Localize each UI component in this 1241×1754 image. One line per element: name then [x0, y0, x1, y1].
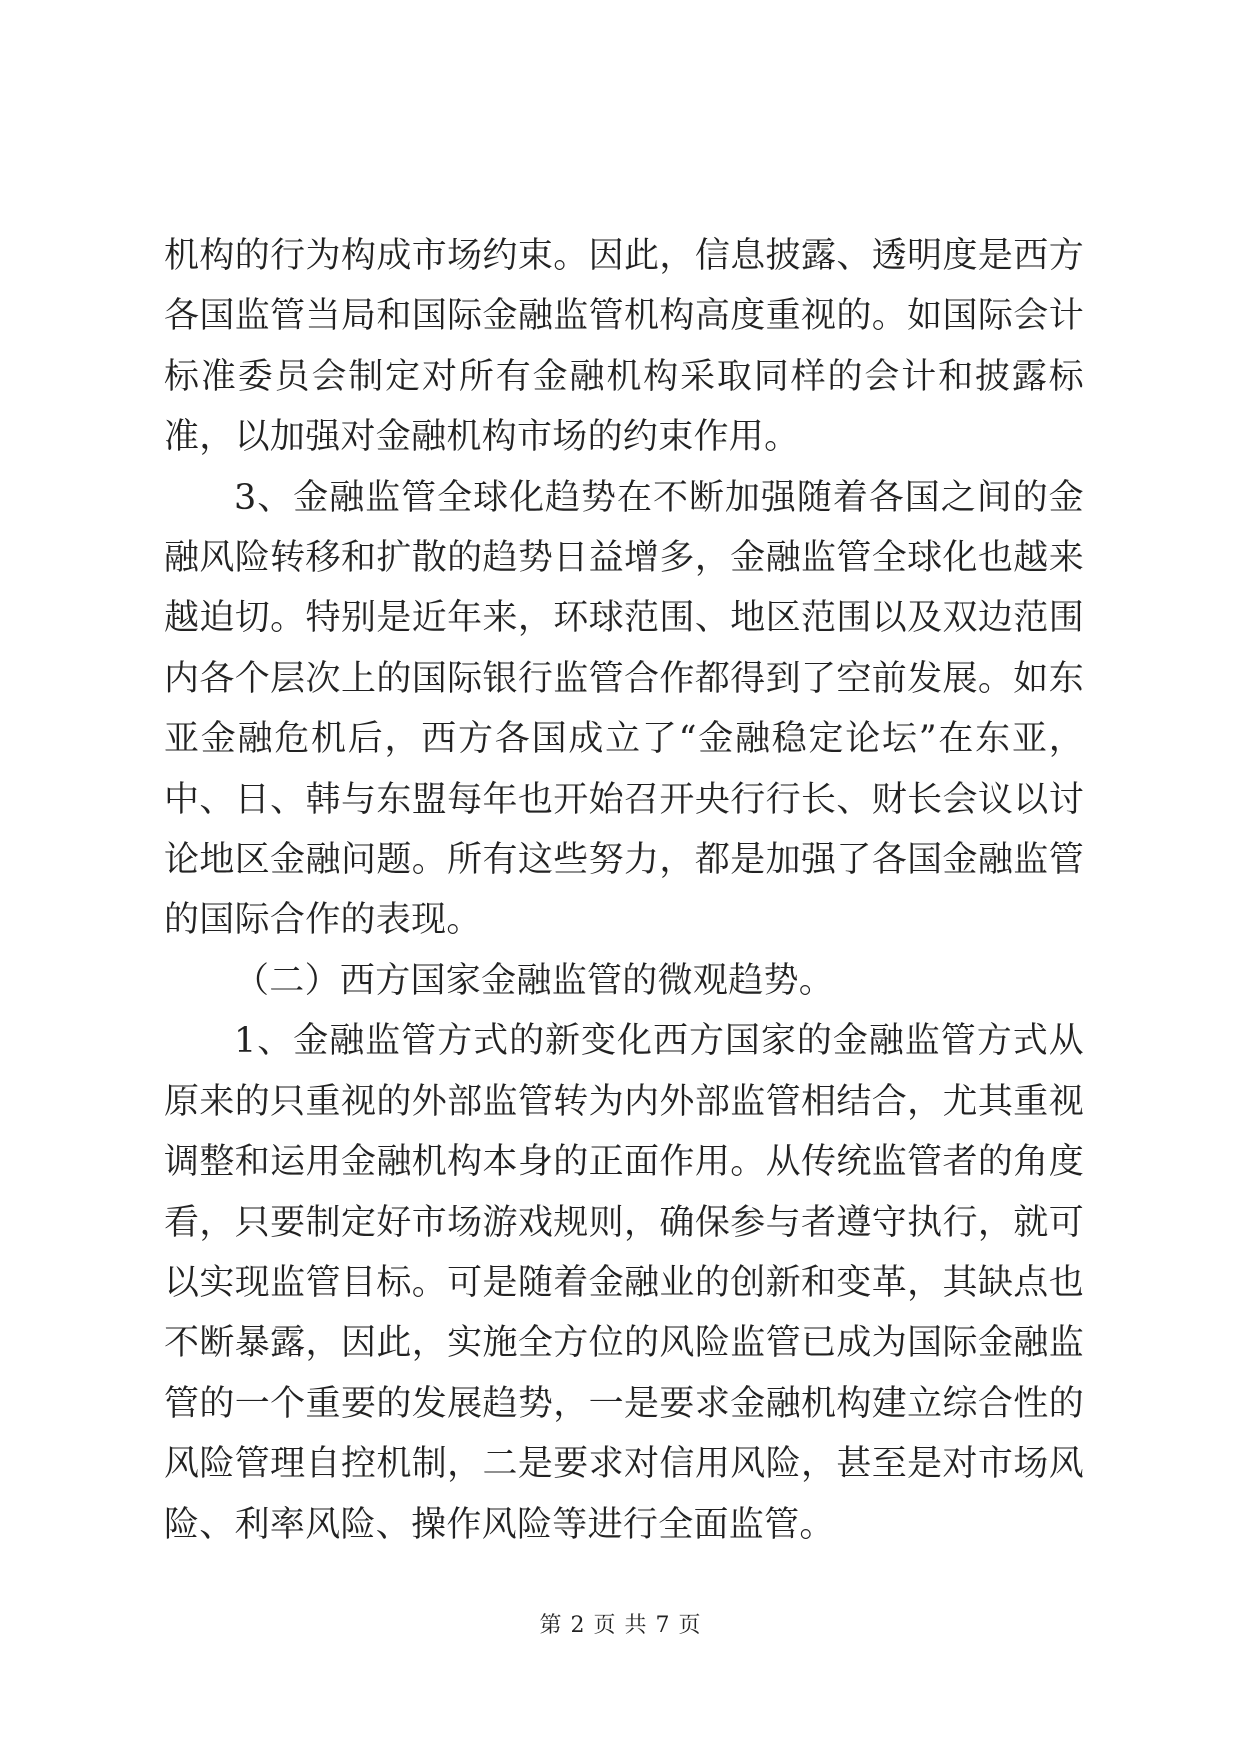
document-body [164, 226, 1084, 1555]
paragraph-globalization-trend: 3、金融监管全球化趋势在不断加强随着各国之间的金融风险转移和扩散的趋势日益增多，金融监管全球化也越来越迫切。特别是近年来，环球范围、地区范围以及双边范围内各个层次上的国际银行监管合作都得到了空前发展。如东亚金融危机后，西方各国成立了“金融稳定论坛”在东亚，中、日、韩与东盟每年也开始召开央行行长、财长会议以讨论地区金融问题。所有这些努力，都是加强了各国金融监管的国际合作的表现。 [164, 477, 1084, 941]
section-heading-micro-trends: （二）西方国家金融监管的微观趋势。 [234, 960, 835, 1001]
paragraph-supervision-methods: 1、金融监管方式的新变化西方国家的金融监管方式从原来的只重视的外部监管转为内外部监管相结合，尤其重视调整和运用金融机构本身的正面作用。从传统监管者的角度看，只要制定好市场游戏规则，确保参与者遵守执行，就可以实现监管目标。可是随着金融业的创新和变革，其缺点也不断暴露，因此，实施全方位的风险监管已成为国际金融监管的一个重要的发展趋势，一是要求金融机构建立综合性的风险管理自控机制，二是要求对信用风险，甚至是对市场风险、利率风险、操作风险等进行全面监管。 [164, 1021, 1084, 1545]
paragraph-market-constraint: 机构的行为构成市场约束。因此，信息披露、透明度是西方各国监管当局和国际金融监管机构高度重视的。如国际会计标准委员会制定对所有金融机构采取同样的会计和披露标准，以加强对金融机构市场的约束作用。 [164, 236, 1084, 458]
page-number-footer: 第 2 页 共 7 页 [539, 1613, 702, 1638]
